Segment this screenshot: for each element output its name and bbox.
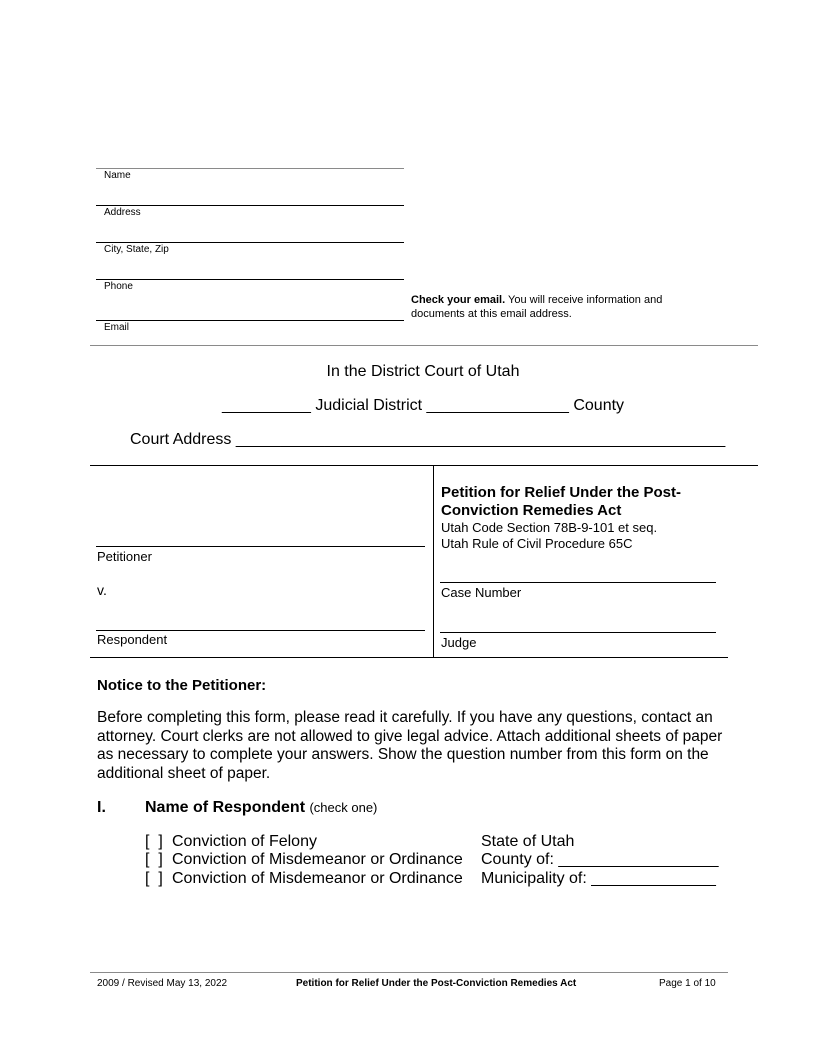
petitioner-line[interactable] <box>96 546 425 547</box>
court-title: In the District Court of Utah <box>326 363 520 380</box>
address-label: Address <box>104 207 141 218</box>
respondent-label: Respondent <box>97 632 168 647</box>
option-municipality-checkbox[interactable]: [ ] <box>145 870 163 887</box>
caption-bottom-rule <box>90 657 728 658</box>
district-line: __________ Judicial District ________________ County <box>221 397 625 414</box>
footer-title: Petition for Relief Under the Post-Conviction Remedies Act <box>296 978 577 989</box>
versus: v. <box>97 582 107 598</box>
email-label: Email <box>104 322 130 333</box>
document-title: Petition for Relief Under the Post-Conviction Remedies Act <box>441 484 682 519</box>
phone-label: Phone <box>104 281 133 292</box>
option-county-label: Conviction of Misdemeanor or Ordinance <box>172 851 463 868</box>
phone-line[interactable] <box>96 279 404 280</box>
option-municipality-label: Conviction of Misdemeanor or Ordinance <box>172 870 463 887</box>
email-notice-bold: Check your email. <box>411 294 506 306</box>
code-reference: Utah Code Section 78B-9-101 et seq. <box>441 520 658 535</box>
option-felony-label: Conviction of Felony <box>172 833 317 850</box>
section-number: I. <box>97 799 106 816</box>
email-notice <box>411 293 711 321</box>
judge-label: Judge <box>441 635 477 650</box>
notice-heading: Notice to the Petitioner: <box>97 677 267 694</box>
option-county-checkbox[interactable]: [ ] <box>145 851 163 868</box>
city-state-zip-label: City, State, Zip <box>104 244 169 255</box>
caption-divider <box>433 466 434 658</box>
footer-page: Page 1 of 10 <box>659 978 716 989</box>
option-felony-checkbox[interactable]: [ ] <box>145 833 163 850</box>
option-county-respondent: County of: __________________ <box>481 851 719 868</box>
name-label: Name <box>104 170 131 181</box>
footer-rule <box>90 972 728 973</box>
caption-top-rule <box>90 465 758 466</box>
address-line[interactable] <box>96 205 404 206</box>
case-number-line[interactable] <box>440 582 716 583</box>
section-heading <box>145 799 377 817</box>
section-title: Name of Respondent <box>145 799 306 816</box>
footer-revision: 2009 / Revised May 13, 2022 <box>97 978 228 989</box>
court-address-line: Court Address _______________________________________________________ <box>130 431 726 448</box>
respondent-line[interactable] <box>96 630 425 631</box>
section-hint: (check one) <box>309 800 378 815</box>
email-notice-text: You will receive information and documents at this email address. <box>411 294 663 320</box>
email-line[interactable] <box>96 320 404 321</box>
case-number-label: Case Number <box>441 585 522 600</box>
name-line[interactable] <box>96 168 404 169</box>
judge-line[interactable] <box>440 632 716 633</box>
rule-reference: Utah Rule of Civil Procedure 65C <box>441 536 633 551</box>
option-felony-respondent: State of Utah <box>481 833 575 850</box>
city-state-zip-line[interactable] <box>96 242 404 243</box>
option-municipality-respondent: Municipality of: ______________ <box>481 870 716 887</box>
petitioner-label: Petitioner <box>97 549 152 564</box>
header-divider <box>90 345 758 346</box>
notice-body: Before completing this form, please read it carefully. If you have any questions, contact an attorney. Court clerks are not allowed to give legal advice. Attach additional sheets of paper as necessary to complete your answers. Show the question number from this form on the additional sheet of paper. <box>97 709 723 782</box>
